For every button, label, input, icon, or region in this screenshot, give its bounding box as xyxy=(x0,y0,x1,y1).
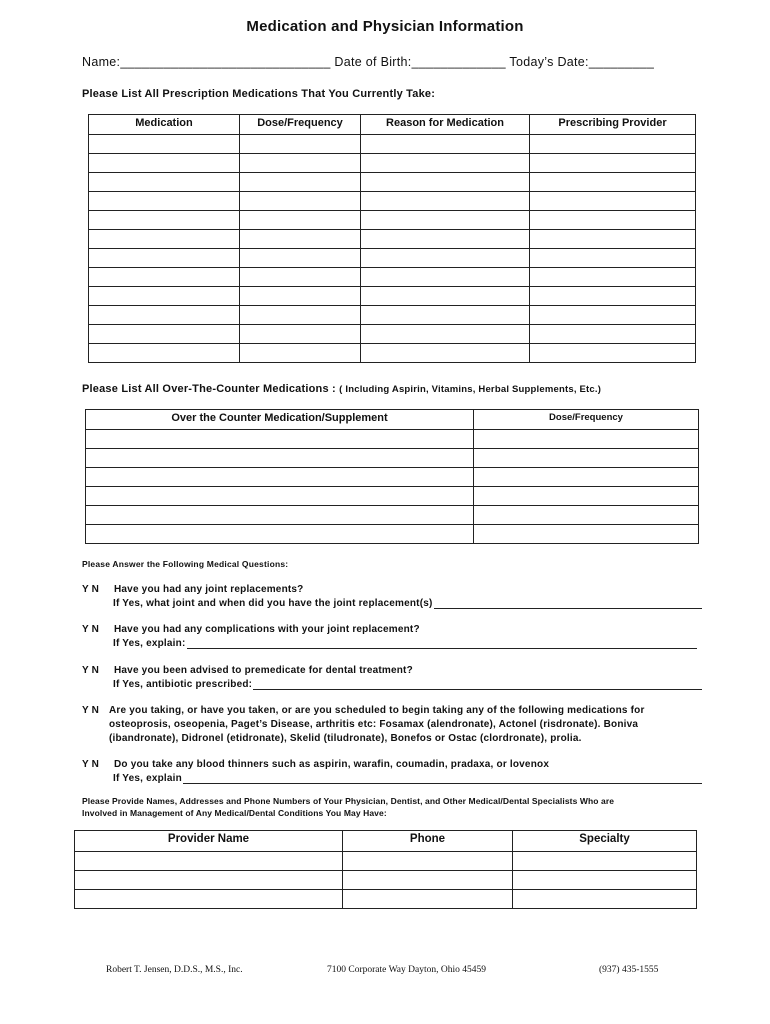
prescription-cell[interactable] xyxy=(240,135,361,154)
otc-cell[interactable] xyxy=(86,525,474,544)
col-medication: Medication xyxy=(89,115,240,135)
answer-line[interactable] xyxy=(187,637,698,649)
col-dose-frequency: Dose/Frequency xyxy=(240,115,361,135)
question-text: Have you had any joint replacements? xyxy=(114,584,304,595)
prescription-cell[interactable] xyxy=(530,192,696,211)
prescription-cell[interactable] xyxy=(530,211,696,230)
today-field[interactable]: _________ xyxy=(588,55,655,69)
prescription-cell[interactable] xyxy=(530,230,696,249)
provider-cell[interactable] xyxy=(75,852,343,871)
prescription-row xyxy=(89,249,696,268)
prescription-cell[interactable] xyxy=(89,268,240,287)
question-text: Do you take any blood thinners such as aspirin, warafin, coumadin, pradaxa, or lovenox xyxy=(114,759,550,770)
prescription-row xyxy=(89,287,696,306)
otc-cell[interactable] xyxy=(474,487,699,506)
provider-row xyxy=(75,852,697,871)
prescription-cell[interactable] xyxy=(240,173,361,192)
prescription-cell[interactable] xyxy=(89,192,240,211)
otc-row xyxy=(86,487,699,506)
prescription-cell[interactable] xyxy=(240,306,361,325)
prescription-cell[interactable] xyxy=(240,249,361,268)
question-bone-medications xyxy=(82,704,702,746)
prescription-cell[interactable] xyxy=(361,154,530,173)
col-provider-name: Provider Name xyxy=(75,831,343,852)
prescription-row xyxy=(89,135,696,154)
question-text: Have you had any complications with your joint replacement? xyxy=(114,624,420,635)
otc-cell[interactable] xyxy=(474,430,699,449)
form-title: Medication and Physician Information xyxy=(246,18,524,35)
prescription-row xyxy=(89,173,696,192)
otc-cell[interactable] xyxy=(474,468,699,487)
prescription-cell[interactable] xyxy=(361,306,530,325)
col-phone: Phone xyxy=(343,831,513,852)
yes-no-options[interactable]: Y N xyxy=(82,759,100,770)
footer-phone: (937) 435-1555 xyxy=(599,965,659,975)
otc-label-main: Please List All Over-The-Counter Medications : xyxy=(82,383,336,395)
dob-label: Date of Birth: xyxy=(334,55,412,69)
providers-header-row xyxy=(75,831,697,852)
otc-row xyxy=(86,468,699,487)
provider-cell[interactable] xyxy=(75,871,343,890)
prescription-cell[interactable] xyxy=(361,344,530,363)
answer-line[interactable] xyxy=(183,772,702,784)
questions-intro: Please Answer the Following Medical Questions: xyxy=(82,559,289,569)
col-otc-medication: Over the Counter Medication/Supplement xyxy=(86,410,474,430)
prescription-cell[interactable] xyxy=(89,287,240,306)
yes-no-options[interactable]: Y N xyxy=(82,665,100,676)
prescription-cell[interactable] xyxy=(89,135,240,154)
prescription-cell[interactable] xyxy=(361,325,530,344)
name-label: Name: xyxy=(82,55,121,69)
question-joint-replacement xyxy=(82,583,702,611)
provider-row xyxy=(75,890,697,909)
prescription-cell[interactable] xyxy=(240,192,361,211)
otc-cell[interactable] xyxy=(86,449,474,468)
otc-cell[interactable] xyxy=(86,506,474,525)
prescription-header-row xyxy=(89,115,696,135)
prescription-cell[interactable] xyxy=(361,135,530,154)
providers-instructions-line-2: Involved in Management of Any Medical/Dental Conditions You May Have: xyxy=(82,808,387,818)
prescription-cell[interactable] xyxy=(240,211,361,230)
col-otc-dose: Dose/Frequency xyxy=(474,410,699,430)
followup-text: If Yes, antibiotic prescribed: xyxy=(113,679,253,690)
otc-row xyxy=(86,506,699,525)
prescription-cell[interactable] xyxy=(361,249,530,268)
prescription-cell[interactable] xyxy=(530,154,696,173)
provider-cell[interactable] xyxy=(343,852,513,871)
prescription-cell[interactable] xyxy=(361,287,530,306)
footer-practice-name: Robert T. Jensen, D.D.S., M.S., Inc. xyxy=(106,965,243,975)
yes-no-options[interactable]: Y N xyxy=(82,584,100,595)
otc-row xyxy=(86,525,699,544)
providers-rows xyxy=(75,852,697,909)
providers-instructions-line-1: Please Provide Names, Addresses and Phone Numbers of Your Physician, Dentist, and Other Medical/Dental Specialists Who are xyxy=(82,796,615,806)
question-premedicate xyxy=(82,664,702,692)
question-text-line-3: (ibandronate), Didronel (etidronate), Skelid (tiludronate), Bonefos or Ostac (clordronate), prolia. xyxy=(109,733,582,744)
prescription-cell[interactable] xyxy=(361,192,530,211)
otc-header-row xyxy=(86,410,699,430)
prescription-cell[interactable] xyxy=(530,135,696,154)
provider-cell[interactable] xyxy=(75,890,343,909)
followup-text: If Yes, explain xyxy=(113,773,182,784)
prescription-cell[interactable] xyxy=(240,325,361,344)
followup-text: If Yes, what joint and when did you have the joint replacement(s) xyxy=(113,598,433,609)
answer-line[interactable] xyxy=(253,678,702,690)
prescription-row xyxy=(89,192,696,211)
name-field[interactable]: _____________________________ xyxy=(120,55,331,69)
prescription-label: Please List All Prescription Medications That You Currently Take: xyxy=(82,88,436,100)
patient-header-line xyxy=(82,55,722,69)
prescription-rows xyxy=(89,135,696,363)
prescription-cell[interactable] xyxy=(530,287,696,306)
prescription-row xyxy=(89,306,696,325)
answer-line[interactable] xyxy=(434,597,702,609)
prescription-cell[interactable] xyxy=(361,230,530,249)
otc-cell[interactable] xyxy=(474,506,699,525)
question-joint-complications xyxy=(82,623,702,651)
otc-row xyxy=(86,449,699,468)
question-text-line-2: osteoprosis, oseopenia, Paget’s Disease, arthritis etc: Fosamax (alendronate), Actonel (risdronate). Boniva xyxy=(109,719,639,730)
prescription-cell[interactable] xyxy=(240,344,361,363)
prescription-cell[interactable] xyxy=(530,344,696,363)
prescription-cell[interactable] xyxy=(89,154,240,173)
provider-cell[interactable] xyxy=(513,852,697,871)
followup-text: If Yes, explain: xyxy=(113,638,186,649)
otc-label xyxy=(82,383,601,395)
prescription-cell[interactable] xyxy=(240,287,361,306)
prescription-row xyxy=(89,154,696,173)
prescription-cell[interactable] xyxy=(530,306,696,325)
providers-instructions xyxy=(82,795,702,819)
otc-cell[interactable] xyxy=(86,487,474,506)
otc-label-note: ( Including Aspirin, Vitamins, Herbal Supplements, Etc.) xyxy=(339,384,602,395)
prescription-cell[interactable] xyxy=(89,211,240,230)
prescription-cell[interactable] xyxy=(89,325,240,344)
otc-cell[interactable] xyxy=(474,525,699,544)
otc-cell[interactable] xyxy=(86,468,474,487)
providers-table xyxy=(74,830,697,909)
prescription-cell[interactable] xyxy=(89,230,240,249)
question-blood-thinners xyxy=(82,758,702,786)
yes-no-options[interactable]: Y N xyxy=(82,705,100,716)
prescription-row xyxy=(89,325,696,344)
prescription-cell[interactable] xyxy=(89,306,240,325)
col-reason: Reason for Medication xyxy=(361,115,530,135)
prescription-table xyxy=(88,114,696,363)
prescription-row xyxy=(89,230,696,249)
prescription-row xyxy=(89,344,696,363)
prescription-cell[interactable] xyxy=(530,173,696,192)
prescription-cell[interactable] xyxy=(530,268,696,287)
col-prescribing-provider: Prescribing Provider xyxy=(530,115,696,135)
dob-field[interactable]: _____________ xyxy=(411,55,506,69)
prescription-cell[interactable] xyxy=(361,268,530,287)
prescription-row xyxy=(89,211,696,230)
prescription-cell[interactable] xyxy=(89,344,240,363)
col-specialty: Specialty xyxy=(513,831,697,852)
prescription-cell[interactable] xyxy=(89,249,240,268)
prescription-row xyxy=(89,268,696,287)
prescription-cell[interactable] xyxy=(361,173,530,192)
footer-address: 7100 Corporate Way Dayton, Ohio 45459 xyxy=(327,965,486,975)
provider-cell[interactable] xyxy=(513,890,697,909)
prescription-cell[interactable] xyxy=(240,230,361,249)
prescription-cell[interactable] xyxy=(240,268,361,287)
provider-row xyxy=(75,871,697,890)
prescription-cell[interactable] xyxy=(361,211,530,230)
prescription-cell[interactable] xyxy=(530,249,696,268)
prescription-cell[interactable] xyxy=(89,173,240,192)
question-text-line-1: Are you taking, or have you taken, or are you scheduled to begin taking any of the following medications for xyxy=(109,705,645,716)
provider-cell[interactable] xyxy=(343,871,513,890)
provider-cell[interactable] xyxy=(513,871,697,890)
otc-row xyxy=(86,430,699,449)
otc-cell[interactable] xyxy=(86,430,474,449)
otc-cell[interactable] xyxy=(474,449,699,468)
today-label: Today’s Date: xyxy=(509,55,589,69)
otc-rows xyxy=(86,430,699,544)
provider-cell[interactable] xyxy=(343,890,513,909)
yes-no-options[interactable]: Y N xyxy=(82,624,100,635)
prescription-cell[interactable] xyxy=(240,154,361,173)
prescription-cell[interactable] xyxy=(530,325,696,344)
question-text: Have you been advised to premedicate for dental treatment? xyxy=(114,665,413,676)
otc-table xyxy=(85,409,699,544)
